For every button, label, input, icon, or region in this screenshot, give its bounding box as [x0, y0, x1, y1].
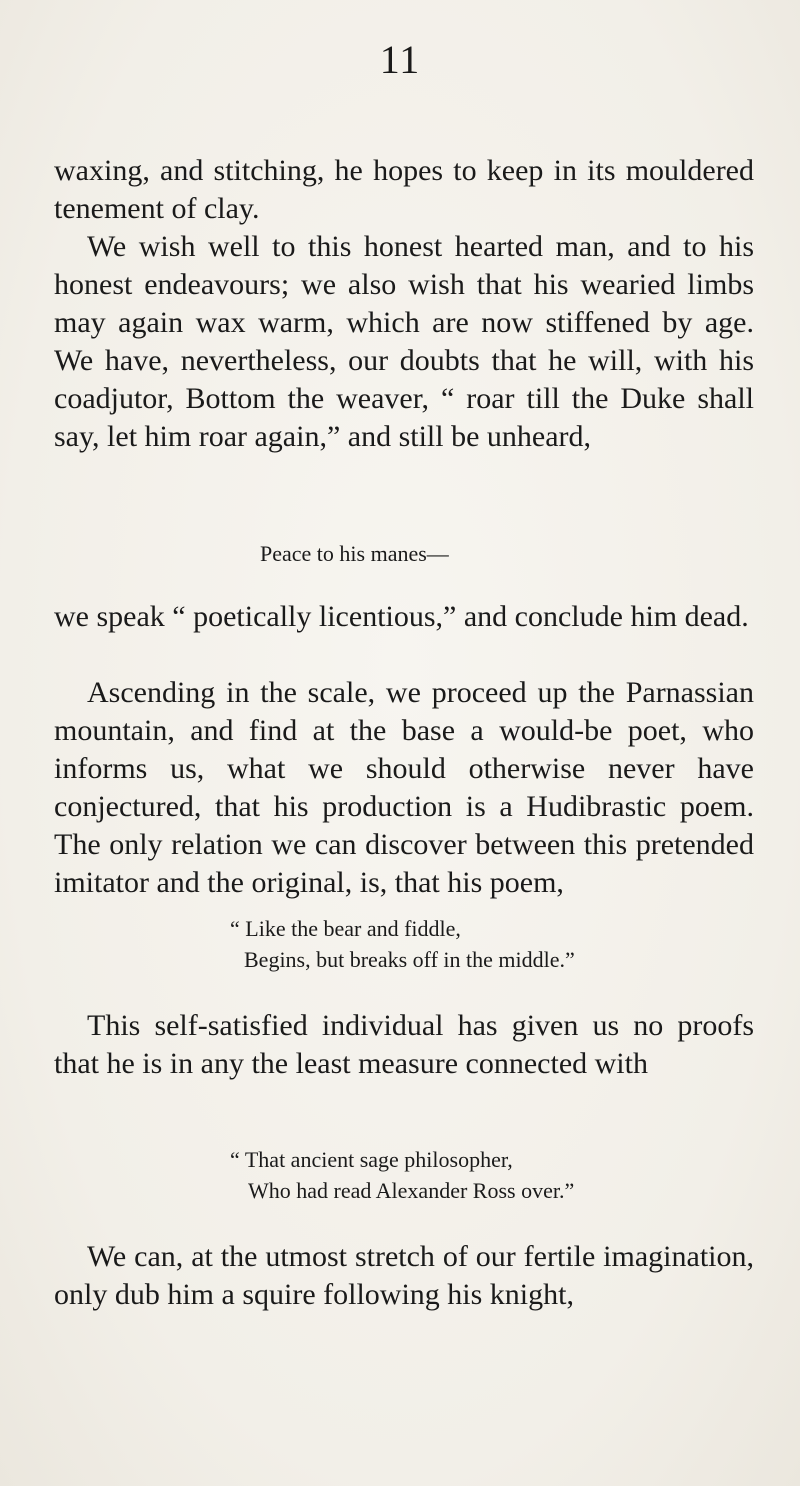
paragraph-continuation: waxing, and stitching, he hopes to keep in its mouldered tenement of clay.: [54, 154, 754, 225]
verse-line: “ Like the bear and fiddle,: [230, 916, 461, 941]
paragraph-honest-man: We wish well to this honest hearted man, and to his honest endeavours; we also wish that his wearied limbs may again wax warm, which are now stiffened by age. We have, nevertheless, our doubts that he will, with his coadjutor, Bottom the weaver, “ roar till the Duke shall say, let him roar again,” and still be unheard,: [54, 230, 754, 453]
verse-line: Who had read Alexander Ross over.”: [248, 1178, 575, 1203]
verse-peace-to-his-manes: [260, 538, 449, 569]
paragraph-parnassian: Ascending in the scale, we proceed up the Parnassian mountain, and find at the base a would-be poet, who informs us, what we should otherwise never have conjectured, that his production is a Hudibrastic poem. The only relation we can discover between this pretended imitator and the original, is, that his poem,: [54, 676, 754, 899]
verse-ancient-sage: [230, 1144, 574, 1206]
page-number: 11: [379, 37, 421, 82]
verse-line: Peace to his manes—: [260, 541, 449, 566]
verse-line: “ That ancient sage philosopher,: [230, 1147, 513, 1172]
paragraph-squire: We can, at the utmost stretch of our fertile imagination, only dub him a squire following his knight,: [54, 1240, 754, 1311]
verse-bear-and-fiddle: [230, 913, 575, 975]
verse-line: Begins, but breaks off in the middle.”: [244, 947, 575, 972]
paragraph-self-satisfied: This self-satisfied individual has given us no proofs that he is in any the least measure connected with: [54, 1009, 754, 1080]
paragraph-poetically-licentious: we speak “ poetically licentious,” and conclude him dead.: [54, 600, 749, 633]
